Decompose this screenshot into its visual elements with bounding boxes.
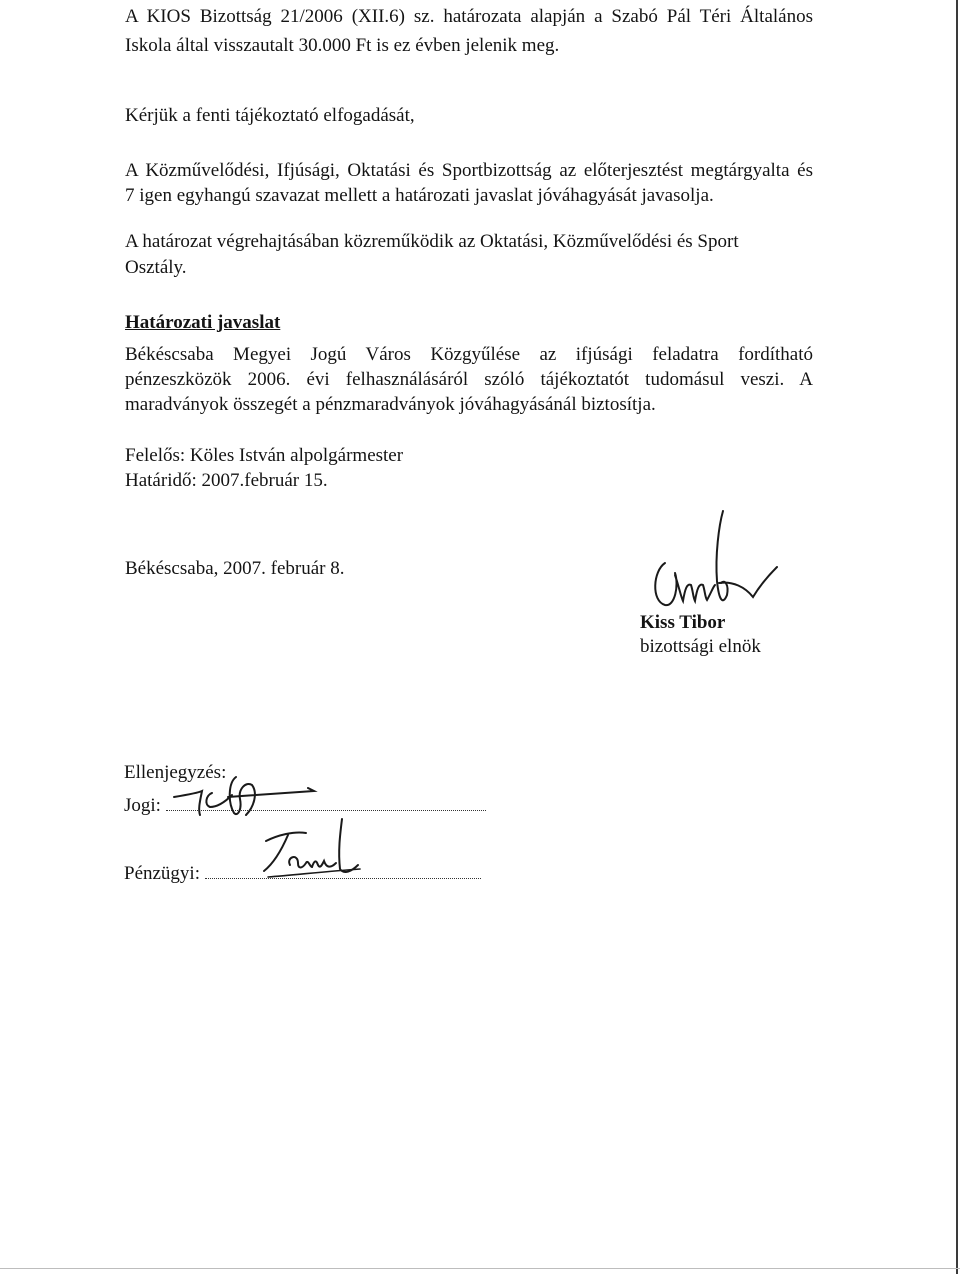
paragraph-kios-line1: A KIOS Bizottság 21/2006 (XII.6) sz. határozata alapján a Szabó Pál Téri Általános [125, 6, 813, 27]
scan-edge-bottom [0, 1268, 960, 1269]
resolution-text-line3: maradványok összegét a pénzmaradványok jóváhagyásánál biztosítja. [125, 394, 656, 415]
financial-label: Pénzügyi: [124, 863, 200, 884]
responsible-person: Felelős: Köles István alpolgármester [125, 445, 404, 466]
paragraph-request: Kérjük a fenti tájékoztató elfogadását, [125, 105, 415, 126]
resolution-text-line2: pénzeszközök 2006. évi felhasználásáról szóló tájékoztatót tudomásul veszi. A [125, 369, 813, 390]
resolution-heading: Határozati javaslat [125, 312, 281, 333]
scan-edge-right [956, 0, 958, 1274]
financial-signature [250, 815, 380, 898]
paragraph-kios-line2: Iskola által visszautalt 30.000 Ft is ez évben jelenik meg. [125, 35, 560, 56]
paragraph-execution-line2: Osztály. [125, 257, 187, 278]
paragraph-committee-line2: 7 igen egyhangú szavazat mellett a határozati javaslat jóváhagyását javasolja. [125, 185, 714, 206]
signatory-title: bizottsági elnök [640, 636, 761, 657]
signatory-name: Kiss Tibor [640, 612, 726, 633]
legal-label: Jogi: [124, 795, 161, 816]
place-and-date: Békéscsaba, 2007. február 8. [125, 558, 345, 579]
paragraph-committee-line1: A Közművelődési, Ifjúsági, Oktatási és Sportbizottság az előterjesztést megtárgyalta és [125, 160, 813, 181]
deadline: Határidő: 2007.február 15. [125, 470, 328, 491]
countersign-label: Ellenjegyzés: [124, 762, 227, 783]
resolution-text-line1: Békéscsaba Megyei Jogú Város Közgyűlése az ifjúsági feladatra fordítható [125, 344, 813, 365]
paragraph-execution-line1: A határozat végrehajtásában közreműködik az Oktatási, Közművelődési és Sport [125, 231, 739, 252]
